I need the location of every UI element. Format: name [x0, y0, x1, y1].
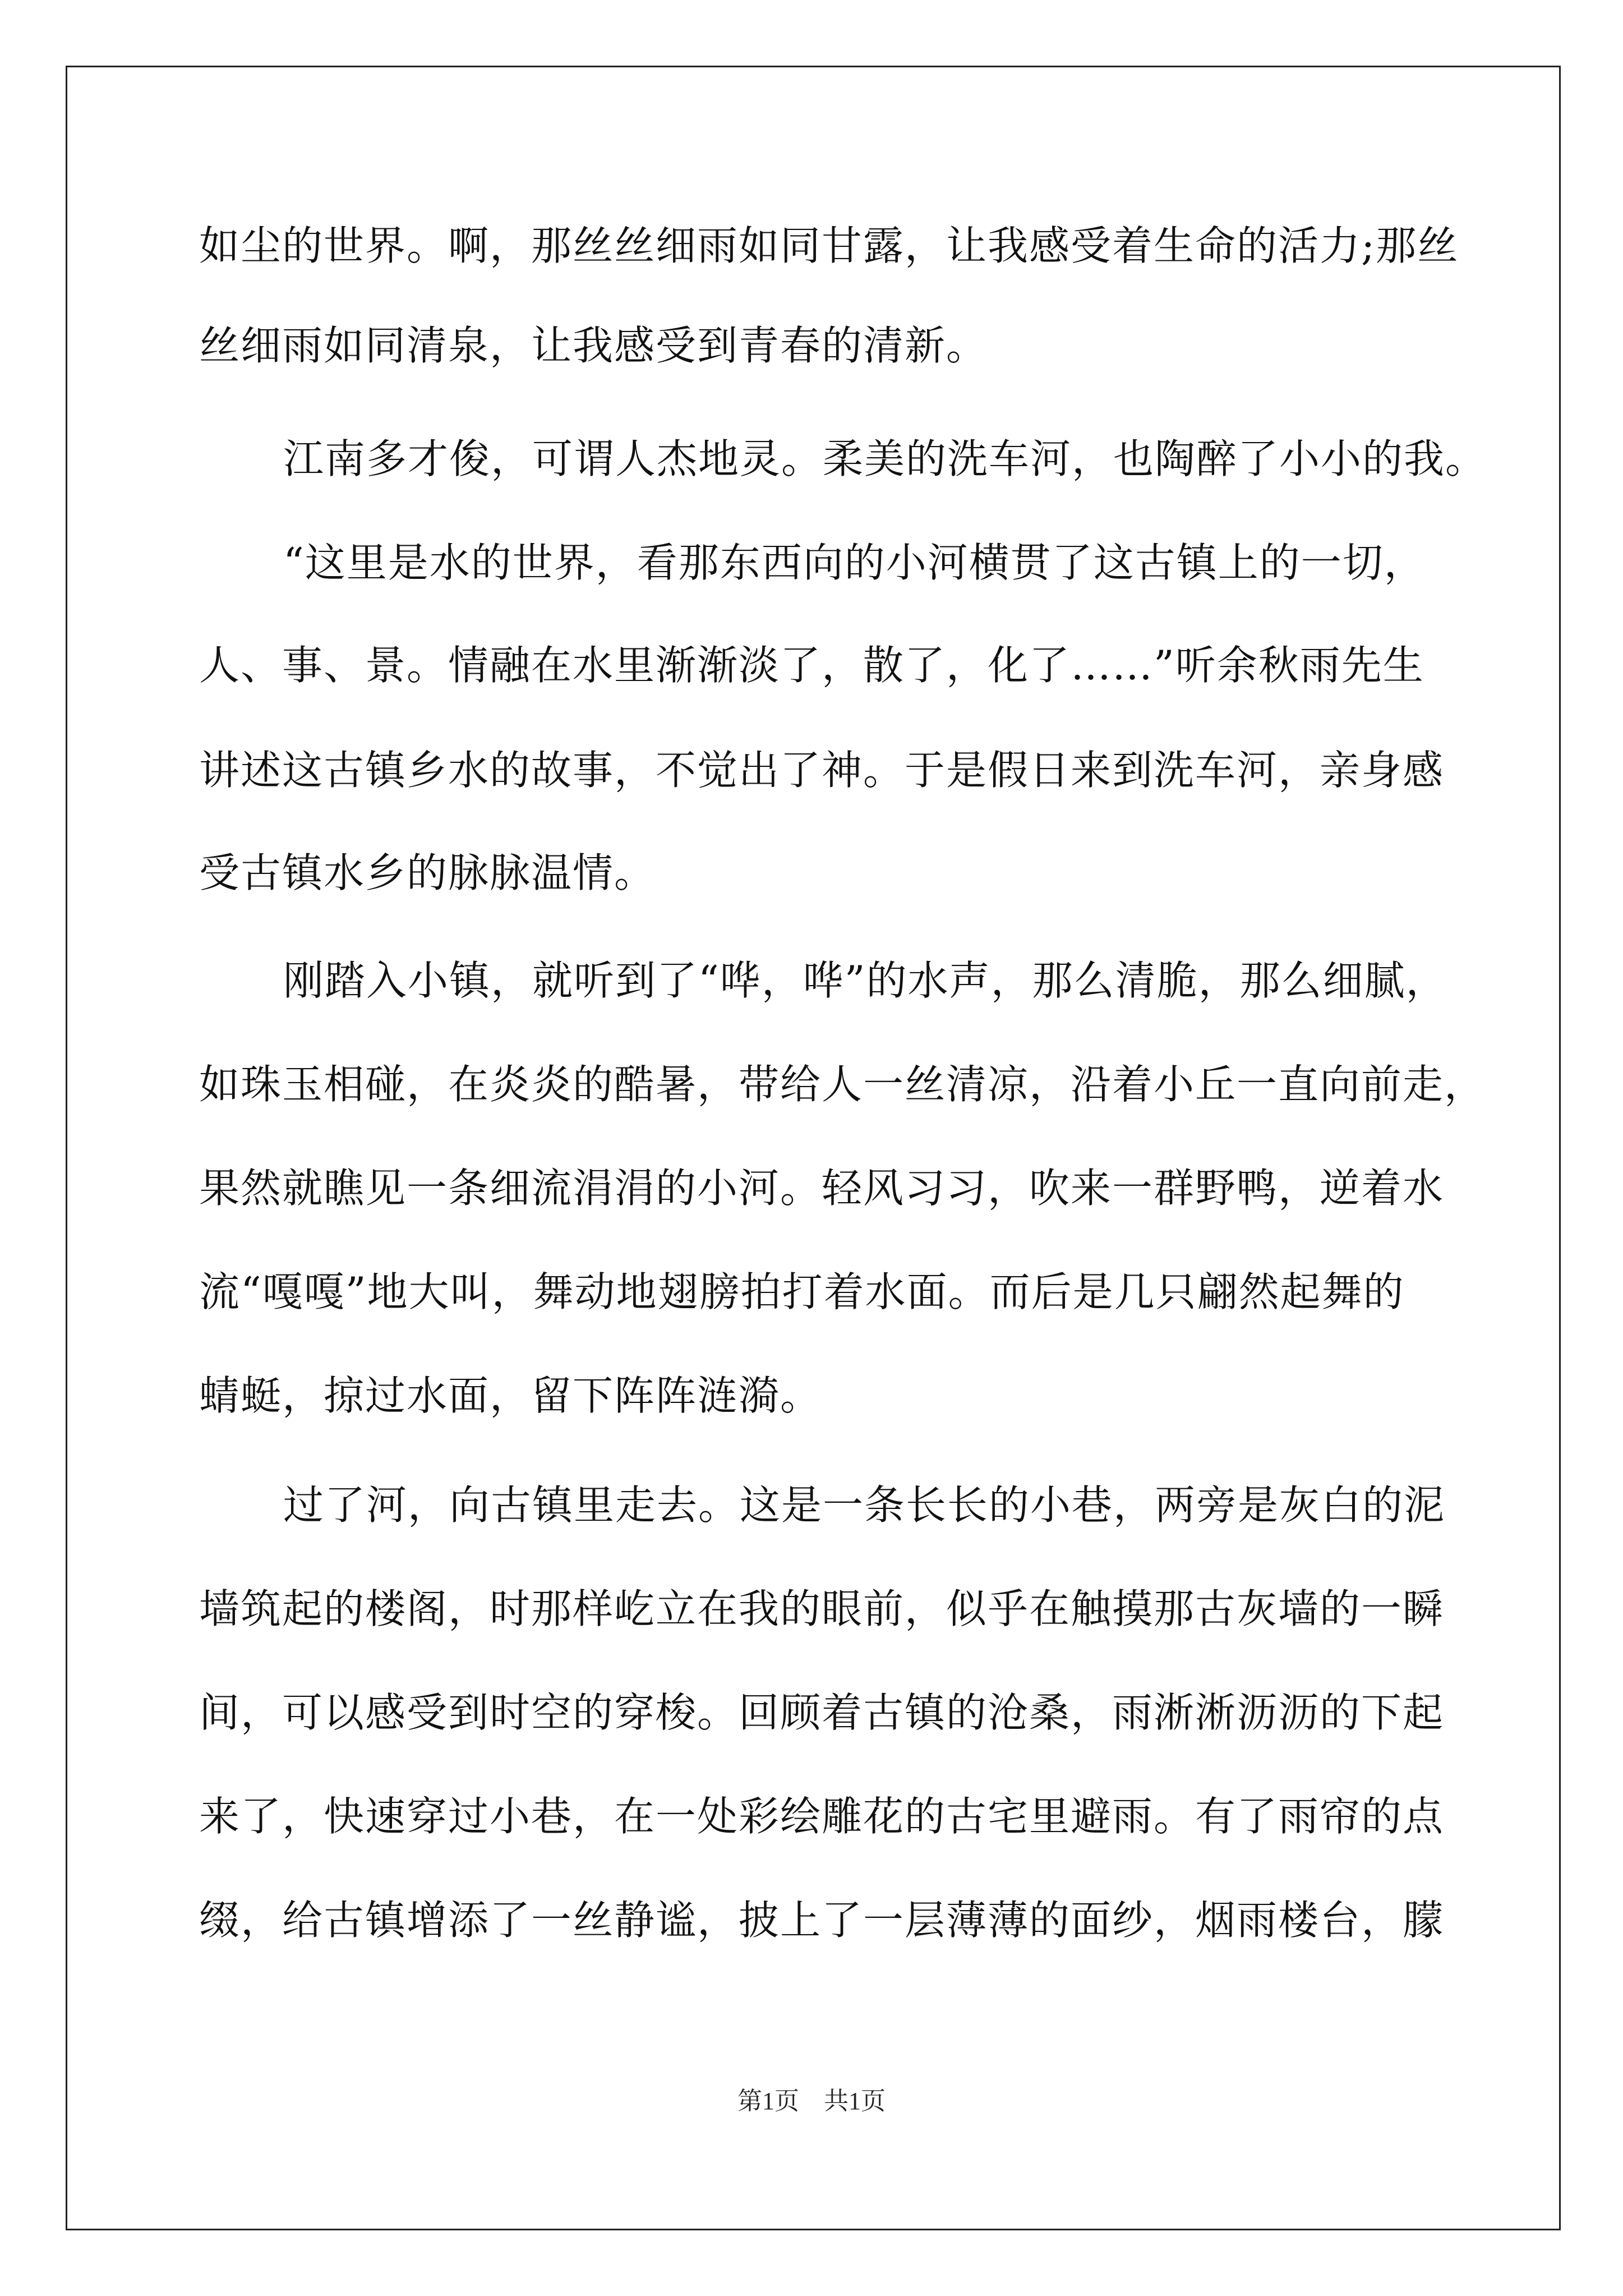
- text-line: 人、事、景。情融在水里渐渐淡了，散了，化了……”听余秋雨先生: [199, 642, 1424, 689]
- text-line: 刚踏入小镇，就听到了“哗，哗”的水声，那么清脆，那么细腻，: [283, 957, 1447, 1004]
- text-line: 受古镇水乡的脉脉温情。: [199, 849, 656, 896]
- text-line: 丝细雨如同清泉，让我感受到青春的清新。: [199, 322, 988, 369]
- text-line: 过了河，向古镇里走去。这是一条长长的小巷，两旁是灰白的泥: [283, 1481, 1446, 1529]
- text-line: 如尘的世界。啊，那丝丝细雨如同甘露，让我感受着生命的活力;那丝: [199, 222, 1459, 269]
- text-line: 讲述这古镇乡水的故事，不觉出了神。于是假日来到洗车河，亲身感: [199, 747, 1445, 794]
- text-line: 如珠玉相碰，在炎炎的酷暑，带给人一丝清凉，沿着小丘一直向前走，: [199, 1061, 1486, 1108]
- text-line: 流“嘎嘎”地大叫，舞动地翅膀拍打着水面。而后是几只翩然起舞的: [199, 1268, 1405, 1315]
- text-line: 蜻蜓，掠过水面，留下阵阵涟漪。: [199, 1372, 822, 1419]
- text-line: 来了，快速穿过小巷，在一处彩绘雕花的古宅里避雨。有了雨帘的点: [199, 1793, 1445, 1840]
- text-line: 江南多才俊，可谓人杰地灵。柔美的洗车河，也陶醉了小小的我。: [283, 435, 1487, 482]
- text-line: 缀，给古镇增添了一丝静谧，披上了一层薄薄的面纱，烟雨楼台，朦: [199, 1897, 1445, 1944]
- text-line: 墙筑起的楼阁，时那样屹立在我的眼前，似乎在触摸那古灰墙的一瞬: [199, 1585, 1445, 1632]
- text-line: 间，可以感受到时空的穿梭。回顾着古镇的沧桑，雨淅淅沥沥的下起: [199, 1689, 1445, 1736]
- text-line: 果然就瞧见一条细流涓涓的小河。轻风习习，吹来一群野鸭，逆着水: [199, 1165, 1445, 1212]
- page-number-footer: 第1页 共1页: [737, 2087, 886, 2115]
- text-line: “这里是水的世界，看那东西向的小河横贯了这古镇上的一切，: [283, 539, 1426, 586]
